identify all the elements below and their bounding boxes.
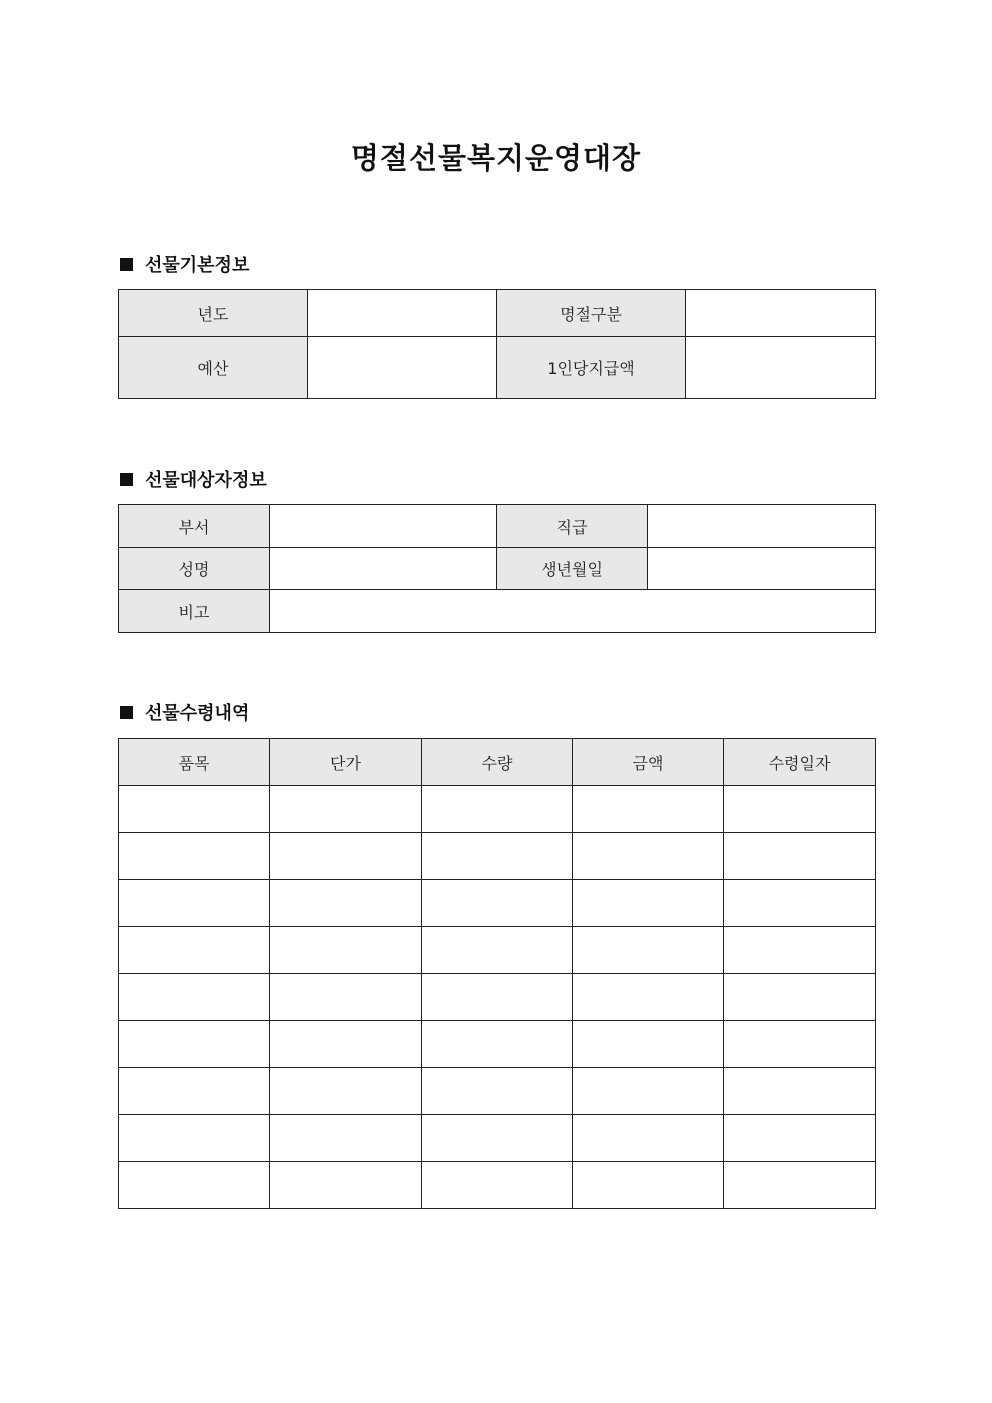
holiday-type-label: 명절구분 (497, 290, 686, 337)
receipt-date-cell[interactable] (724, 1021, 876, 1068)
section-heading-basic (120, 252, 249, 276)
table-row (119, 505, 876, 548)
recipient-info-table (118, 504, 876, 633)
page-title: 명절선물복지운영대장 (350, 141, 642, 175)
table-header-row (119, 739, 876, 786)
receipt-date-cell[interactable] (724, 1068, 876, 1115)
amount-cell[interactable] (573, 1021, 724, 1068)
item-cell[interactable] (119, 833, 270, 880)
birthdate-field[interactable] (648, 548, 876, 590)
amount-per-person-field[interactable] (686, 337, 876, 399)
unit-price-cell[interactable] (270, 927, 422, 974)
quantity-cell[interactable] (422, 786, 573, 833)
name-label: 성명 (119, 548, 270, 590)
section-heading-label: 선물대상자정보 (145, 470, 267, 491)
column-header-unit-price: 단가 (270, 739, 422, 786)
amount-cell[interactable] (573, 974, 724, 1021)
position-label: 직급 (497, 505, 648, 548)
holiday-type-field[interactable] (686, 290, 876, 337)
quantity-cell[interactable] (422, 1021, 573, 1068)
amount-per-person-label: 1인당지급액 (497, 337, 686, 399)
table-row (119, 1021, 876, 1068)
birthdate-label: 생년월일 (497, 548, 648, 590)
amount-cell[interactable] (573, 927, 724, 974)
basic-info-table (118, 289, 876, 399)
table-row (119, 337, 876, 399)
unit-price-cell[interactable] (270, 1021, 422, 1068)
receipt-date-cell[interactable] (724, 1162, 876, 1209)
item-cell[interactable] (119, 786, 270, 833)
item-cell[interactable] (119, 1068, 270, 1115)
year-label: 년도 (119, 290, 308, 337)
budget-field[interactable] (308, 337, 497, 399)
note-label: 비고 (119, 590, 270, 633)
quantity-cell[interactable] (422, 1068, 573, 1115)
column-header-amount: 금액 (573, 739, 724, 786)
receipt-history-table (118, 738, 876, 1209)
table-row (119, 548, 876, 590)
unit-price-cell[interactable] (270, 1162, 422, 1209)
note-field[interactable] (270, 590, 876, 633)
amount-cell[interactable] (573, 1162, 724, 1209)
unit-price-cell[interactable] (270, 974, 422, 1021)
year-field[interactable] (308, 290, 497, 337)
table-row (119, 1068, 876, 1115)
unit-price-cell[interactable] (270, 833, 422, 880)
receipt-date-cell[interactable] (724, 833, 876, 880)
department-field[interactable] (270, 505, 497, 548)
amount-cell[interactable] (573, 1115, 724, 1162)
amount-cell[interactable] (573, 880, 724, 927)
item-cell[interactable] (119, 880, 270, 927)
unit-price-cell[interactable] (270, 1115, 422, 1162)
table-row (119, 590, 876, 633)
column-header-quantity: 수량 (422, 739, 573, 786)
quantity-cell[interactable] (422, 974, 573, 1021)
section-heading-recipient (120, 467, 267, 491)
item-cell[interactable] (119, 1115, 270, 1162)
amount-cell[interactable] (573, 786, 724, 833)
quantity-cell[interactable] (422, 1115, 573, 1162)
item-cell[interactable] (119, 1021, 270, 1068)
quantity-cell[interactable] (422, 833, 573, 880)
table-row (119, 786, 876, 833)
column-header-receipt-date: 수령일자 (724, 739, 876, 786)
position-field[interactable] (648, 505, 876, 548)
item-cell[interactable] (119, 1162, 270, 1209)
unit-price-cell[interactable] (270, 880, 422, 927)
section-heading-receipt (120, 700, 249, 724)
table-row (119, 290, 876, 337)
table-row (119, 1115, 876, 1162)
amount-cell[interactable] (573, 833, 724, 880)
section-heading-label: 선물수령내역 (145, 703, 250, 724)
table-row (119, 1162, 876, 1209)
square-bullet-icon (120, 706, 133, 719)
quantity-cell[interactable] (422, 880, 573, 927)
table-row (119, 927, 876, 974)
item-cell[interactable] (119, 974, 270, 1021)
quantity-cell[interactable] (422, 927, 573, 974)
column-header-item: 품목 (119, 739, 270, 786)
budget-label: 예산 (119, 337, 308, 399)
receipt-date-cell[interactable] (724, 786, 876, 833)
receipt-date-cell[interactable] (724, 1115, 876, 1162)
receipt-date-cell[interactable] (724, 927, 876, 974)
table-row (119, 833, 876, 880)
item-cell[interactable] (119, 927, 270, 974)
table-row (119, 880, 876, 927)
name-field[interactable] (270, 548, 497, 590)
section-heading-label: 선물기본정보 (145, 255, 250, 276)
square-bullet-icon (120, 473, 133, 486)
unit-price-cell[interactable] (270, 786, 422, 833)
department-label: 부서 (119, 505, 270, 548)
receipt-date-cell[interactable] (724, 974, 876, 1021)
square-bullet-icon (120, 258, 133, 271)
receipt-date-cell[interactable] (724, 880, 876, 927)
quantity-cell[interactable] (422, 1162, 573, 1209)
table-row (119, 974, 876, 1021)
amount-cell[interactable] (573, 1068, 724, 1115)
unit-price-cell[interactable] (270, 1068, 422, 1115)
